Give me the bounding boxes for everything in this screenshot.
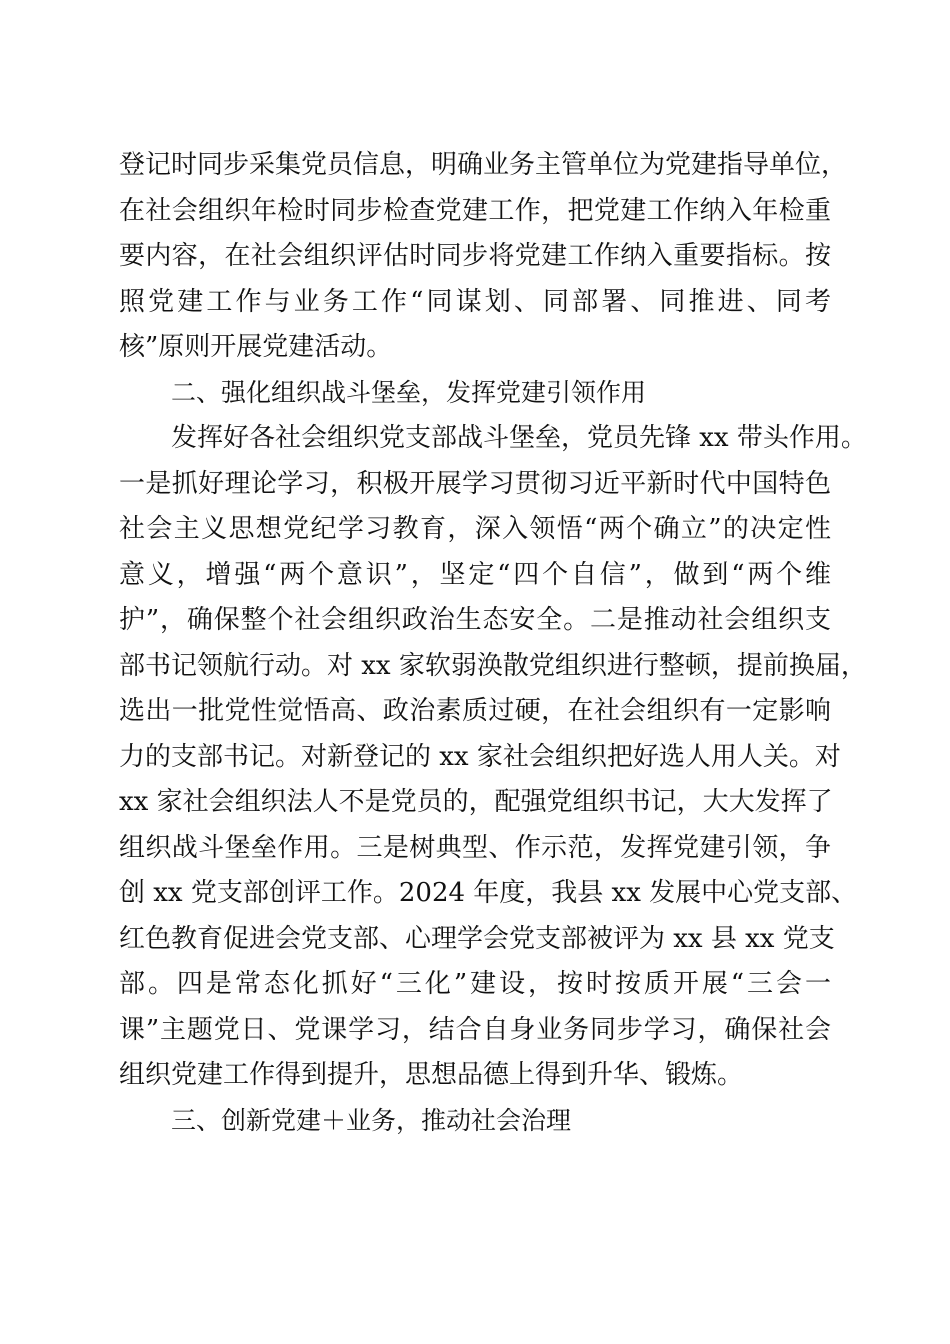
paragraph-line: 要内容，在社会组织评估时同步将党建工作纳入重要指标。按 [119,241,831,271]
paragraph-line: 组织战斗堡垒作用。三是树典型、作示范，发挥党建引领，争 [119,833,831,863]
paragraph-line: 部。四是常态化抓好“三化”建设，按时按质开展“三会一 [119,969,831,999]
section-heading-3: 三、创新党建＋业务，推动社会治理 [171,1106,572,1135]
paragraph-line: 社会主义思想党纪学习教育，深入领悟“两个确立”的决定性 [119,514,831,544]
paragraph-line: 红色教育促进会党支部、心理学会党支部被评为 xx 县 xx 党支 [119,924,835,954]
paragraph-line: xx 家社会组织法人不是党员的，配强党组织书记，大大发挥了 [119,787,833,817]
section-heading-2: 二、强化组织战斗堡垒，发挥党建引领作用 [171,378,647,407]
paragraph-line: 登记时同步采集党员信息，明确业务主管单位为党建指导单位， [119,150,848,180]
paragraph-line: 照党建工作与业务工作“同谋划、同部署、同推进、同考 [119,287,831,317]
paragraph-line: 意义，增强“两个意识”，坚定“四个自信”，做到“两个维 [119,560,831,590]
paragraph-line: 在社会组织年检时同步检查党建工作，把党建工作纳入年检重 [119,196,831,226]
paragraph-line: 力的支部书记。对新登记的 xx 家社会组织把好选人用人关。对 [119,742,841,772]
paragraph-line: 发挥好各社会组织党支部战斗堡垒，党员先锋 xx 带头作用。 [171,423,867,453]
paragraph-line: 选出一批党性觉悟高、政治素质过硬，在社会组织有一定影响 [119,696,831,726]
paragraph-line: 部书记领航行动。对 xx 家软弱涣散党组织进行整顿，提前换届， [119,651,867,681]
paragraph-line: 护”，确保整个社会组织政治生态安全。二是推动社会组织支 [119,605,831,635]
paragraph-line: 创 xx 党支部创评工作。2024 年度，我县 xx 发展中心党支部、 [119,878,858,908]
paragraph-line: 一是抓好理论学习，积极开展学习贯彻习近平新时代中国特色 [119,469,831,499]
paragraph-line: 组织党建工作得到提升，思想品德上得到升华、锻炼。 [119,1060,744,1090]
paragraph-line: 课”主题党日、党课学习，结合自身业务同步学习，确保社会 [119,1015,831,1045]
paragraph-line: 核”原则开展党建活动。 [119,332,393,362]
